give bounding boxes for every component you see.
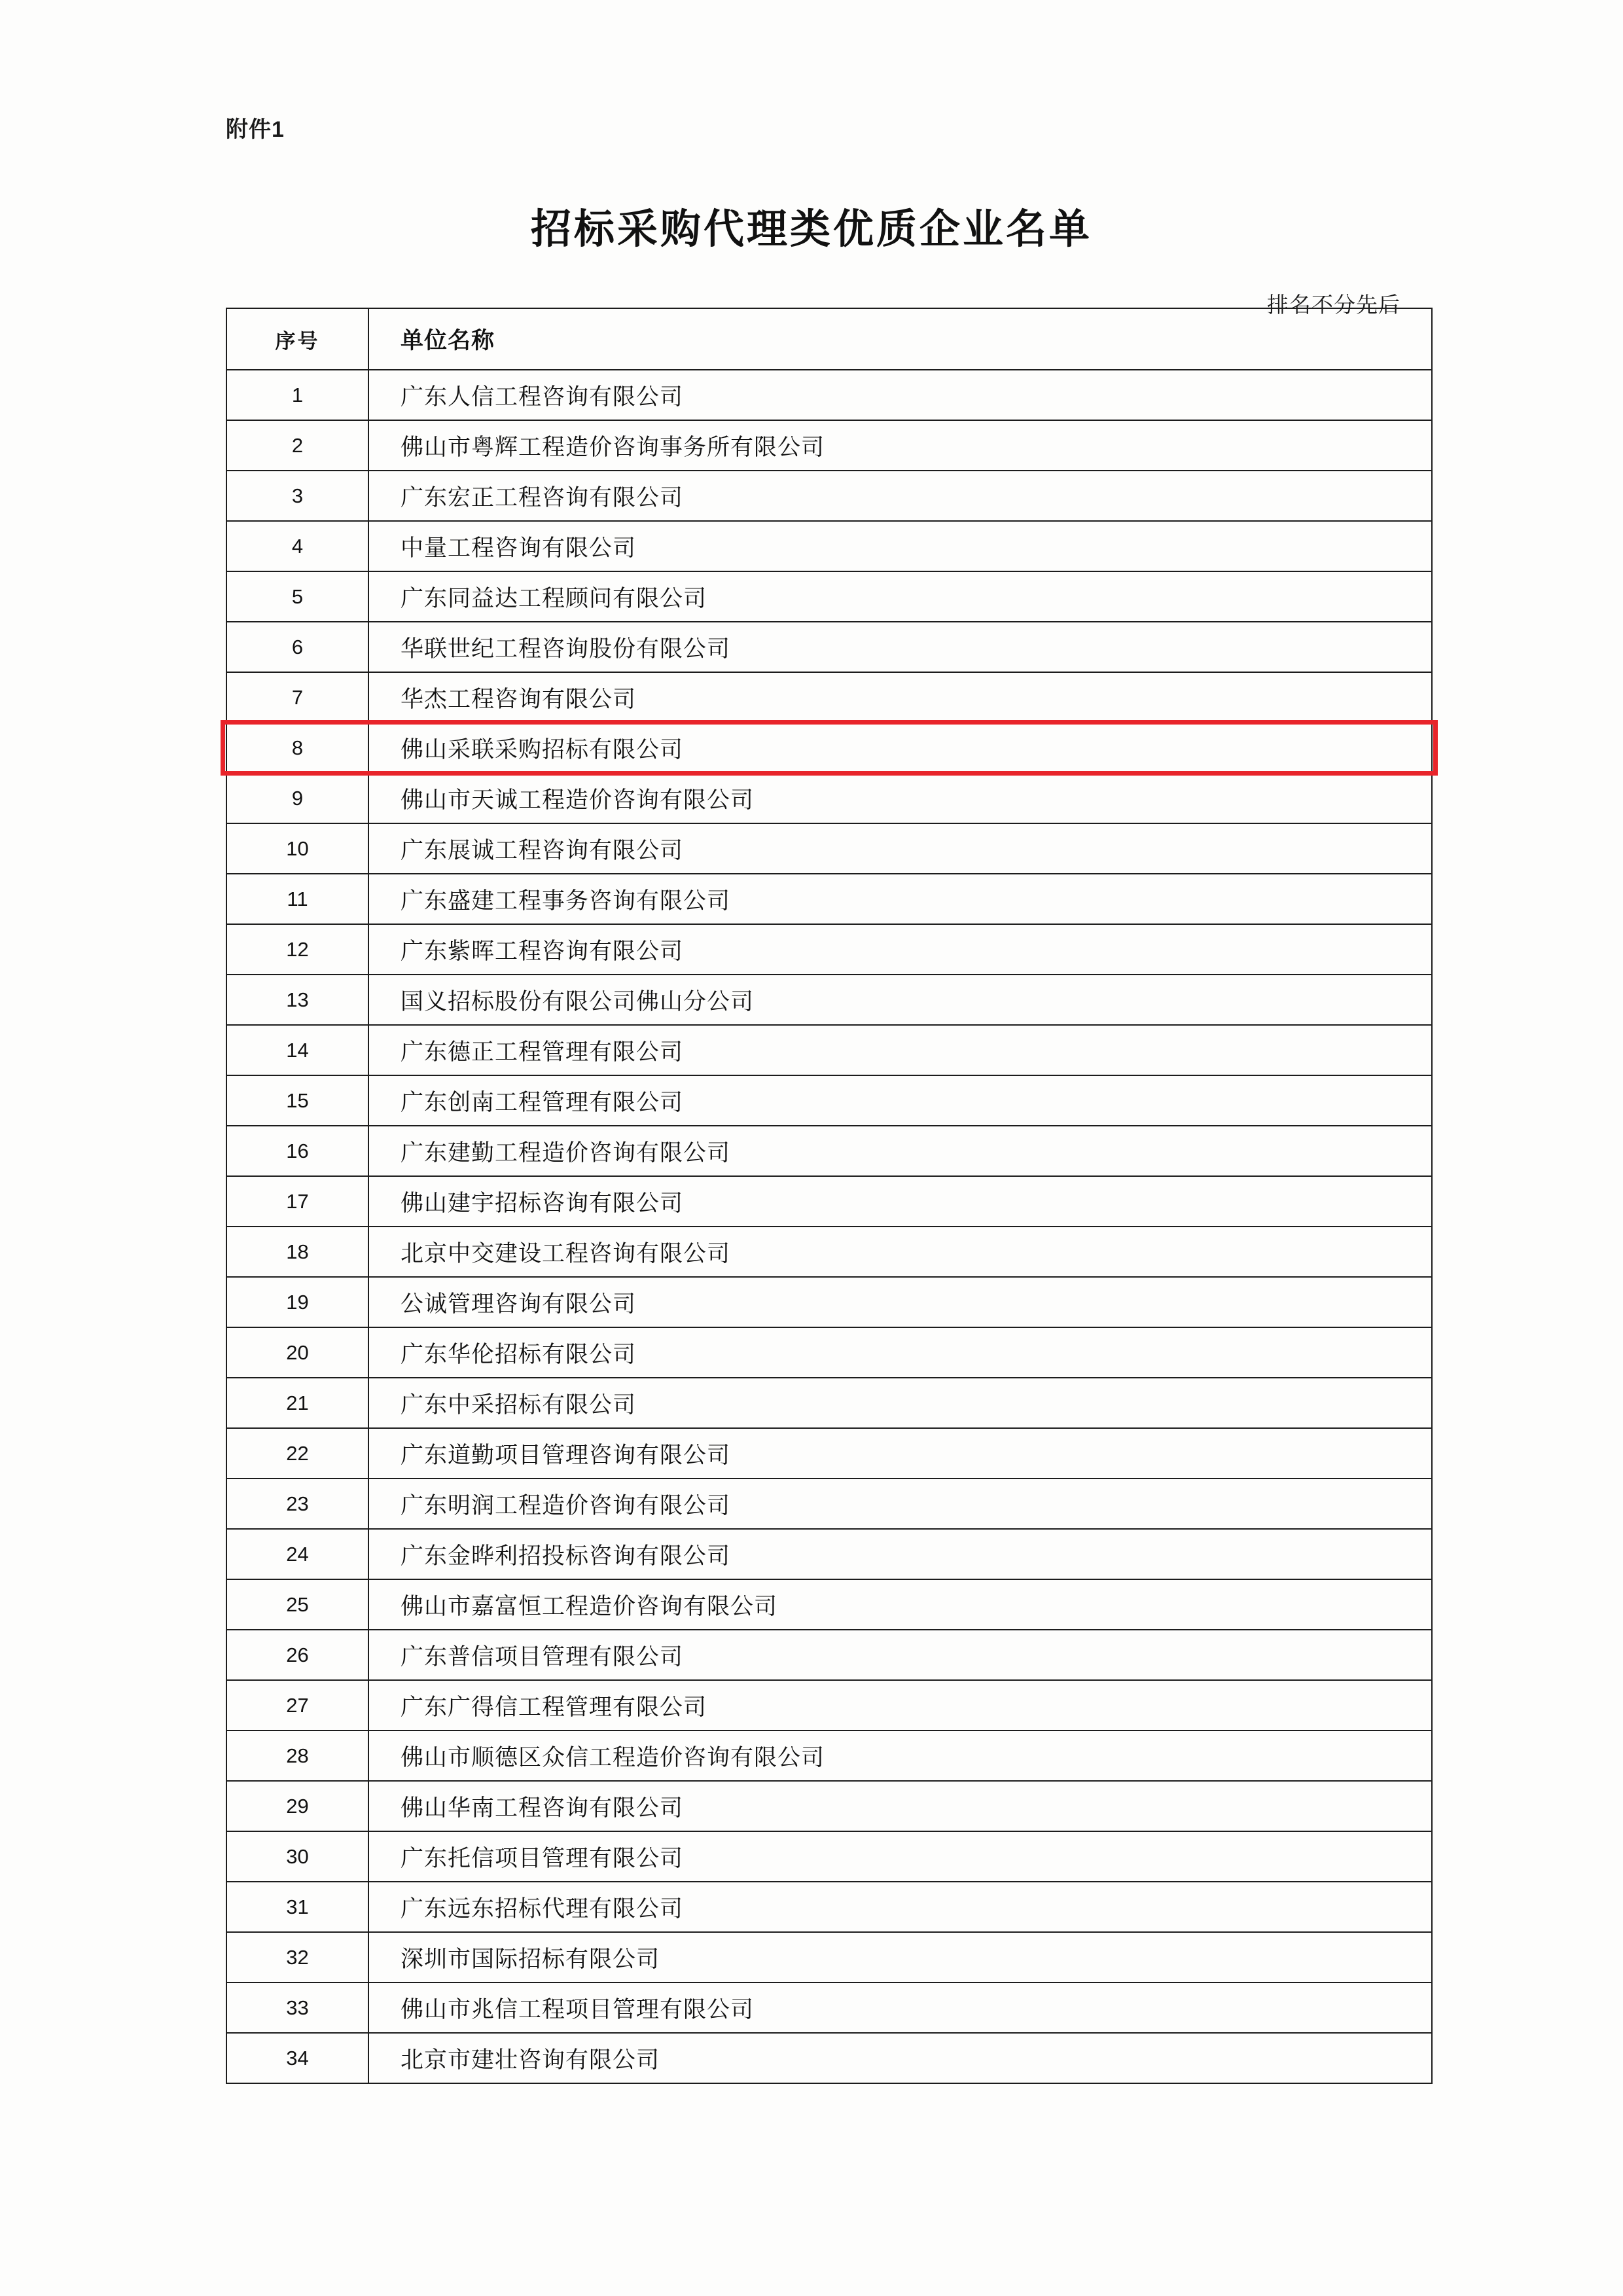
company-name-cell: 广东托信项目管理有限公司 <box>368 1831 1432 1882</box>
table-row <box>226 471 1432 521</box>
company-list-table-wrapper <box>226 308 1397 2084</box>
row-index-cell: 18 <box>226 1227 368 1277</box>
company-name-cell: 北京市建壮咨询有限公司 <box>368 2033 1432 2083</box>
row-index-cell: 11 <box>226 874 368 924</box>
table-row <box>226 1932 1432 1982</box>
company-name-cell: 佛山华南工程咨询有限公司 <box>368 1781 1432 1831</box>
row-index-cell: 31 <box>226 1882 368 1932</box>
row-index-cell: 32 <box>226 1932 368 1982</box>
table-row <box>226 1630 1432 1680</box>
row-index-cell: 33 <box>226 1982 368 2033</box>
row-index-cell: 1 <box>226 370 368 420</box>
table-row <box>226 1882 1432 1932</box>
row-index-cell: 16 <box>226 1126 368 1176</box>
company-name-cell: 佛山市兆信工程项目管理有限公司 <box>368 1982 1432 2033</box>
table-row <box>226 823 1432 874</box>
company-name-cell: 广东华伦招标有限公司 <box>368 1327 1432 1378</box>
table-row <box>226 672 1432 723</box>
company-name-cell: 广东德正工程管理有限公司 <box>368 1025 1432 1075</box>
company-list-table <box>226 308 1433 2084</box>
company-name-cell: 广东创南工程管理有限公司 <box>368 1075 1432 1126</box>
table-row <box>226 521 1432 571</box>
company-name-cell: 广东人信工程咨询有限公司 <box>368 370 1432 420</box>
table-row <box>226 1075 1432 1126</box>
company-name-cell: 广东宏正工程咨询有限公司 <box>368 471 1432 521</box>
row-index-cell: 7 <box>226 672 368 723</box>
company-name-cell: 广东同益达工程顾问有限公司 <box>368 571 1432 622</box>
row-index-cell: 4 <box>226 521 368 571</box>
company-name-cell: 广东明润工程造价咨询有限公司 <box>368 1479 1432 1529</box>
table-row <box>226 1831 1432 1882</box>
company-name-cell: 广东广得信工程管理有限公司 <box>368 1680 1432 1731</box>
table-row <box>226 1227 1432 1277</box>
table-row <box>226 975 1432 1025</box>
table-row <box>226 1176 1432 1227</box>
company-name-cell: 佛山建宇招标咨询有限公司 <box>368 1176 1432 1227</box>
row-index-cell: 15 <box>226 1075 368 1126</box>
row-index-cell: 13 <box>226 975 368 1025</box>
row-index-cell: 19 <box>226 1277 368 1327</box>
row-index-cell: 26 <box>226 1630 368 1680</box>
company-name-cell: 深圳市国际招标有限公司 <box>368 1932 1432 1982</box>
table-row <box>226 1680 1432 1731</box>
row-index-cell: 5 <box>226 571 368 622</box>
column-header-no: 序号 <box>226 308 368 370</box>
table-row <box>226 2033 1432 2083</box>
table-row <box>226 1982 1432 2033</box>
row-index-cell: 22 <box>226 1428 368 1479</box>
table-row <box>226 1126 1432 1176</box>
company-name-cell: 华联世纪工程咨询股份有限公司 <box>368 622 1432 672</box>
table-row <box>226 1529 1432 1579</box>
table-row <box>226 1731 1432 1781</box>
table-row-highlighted <box>226 723 1432 773</box>
company-name-cell: 广东盛建工程事务咨询有限公司 <box>368 874 1432 924</box>
column-header-name: 单位名称 <box>368 308 1432 370</box>
row-index-cell: 9 <box>226 773 368 823</box>
row-index-cell: 3 <box>226 471 368 521</box>
table-header-row <box>226 308 1432 370</box>
company-name-cell: 国义招标股份有限公司佛山分公司 <box>368 975 1432 1025</box>
company-name-cell: 佛山采联采购招标有限公司 <box>368 723 1432 773</box>
company-name-cell: 佛山市顺德区众信工程造价咨询有限公司 <box>368 1731 1432 1781</box>
table-row <box>226 370 1432 420</box>
row-index-cell: 24 <box>226 1529 368 1579</box>
row-index-cell: 10 <box>226 823 368 874</box>
rank-note: 排名不分先后 <box>1267 293 1400 317</box>
table-row <box>226 571 1432 622</box>
row-index-cell: 21 <box>226 1378 368 1428</box>
row-index-cell: 6 <box>226 622 368 672</box>
company-name-cell: 广东展诚工程咨询有限公司 <box>368 823 1432 874</box>
table-row <box>226 420 1432 471</box>
table-row <box>226 924 1432 975</box>
table-row <box>226 1025 1432 1075</box>
table-row <box>226 1277 1432 1327</box>
company-name-cell: 广东远东招标代理有限公司 <box>368 1882 1432 1932</box>
company-name-cell: 广东中采招标有限公司 <box>368 1378 1432 1428</box>
company-name-cell: 佛山市粤辉工程造价咨询事务所有限公司 <box>368 420 1432 471</box>
row-index-cell: 25 <box>226 1579 368 1630</box>
table-row <box>226 1428 1432 1479</box>
company-name-cell: 华杰工程咨询有限公司 <box>368 672 1432 723</box>
company-name-cell: 广东建勤工程造价咨询有限公司 <box>368 1126 1432 1176</box>
table-row <box>226 773 1432 823</box>
row-index-cell: 23 <box>226 1479 368 1529</box>
table-row <box>226 1327 1432 1378</box>
company-name-cell: 公诚管理咨询有限公司 <box>368 1277 1432 1327</box>
row-index-cell: 12 <box>226 924 368 975</box>
row-index-cell: 20 <box>226 1327 368 1378</box>
row-index-cell: 28 <box>226 1731 368 1781</box>
row-index-cell: 29 <box>226 1781 368 1831</box>
row-index-cell: 17 <box>226 1176 368 1227</box>
table-row <box>226 1781 1432 1831</box>
table-row <box>226 1378 1432 1428</box>
company-name-cell: 北京中交建设工程咨询有限公司 <box>368 1227 1432 1277</box>
table-row <box>226 1579 1432 1630</box>
company-name-cell: 中量工程咨询有限公司 <box>368 521 1432 571</box>
company-name-cell: 佛山市天诚工程造价咨询有限公司 <box>368 773 1432 823</box>
table-row <box>226 874 1432 924</box>
row-index-cell: 27 <box>226 1680 368 1731</box>
company-name-cell: 佛山市嘉富恒工程造价咨询有限公司 <box>368 1579 1432 1630</box>
company-name-cell: 广东金晔利招投标咨询有限公司 <box>368 1529 1432 1579</box>
table-row <box>226 622 1432 672</box>
table-row <box>226 1479 1432 1529</box>
row-index-cell: 30 <box>226 1831 368 1882</box>
row-index-cell: 2 <box>226 420 368 471</box>
page-title: 招标采购代理类优质企业名单 <box>530 207 1092 252</box>
row-index-cell: 34 <box>226 2033 368 2083</box>
row-index-cell: 8 <box>226 723 368 773</box>
company-name-cell: 广东紫晖工程咨询有限公司 <box>368 924 1432 975</box>
company-name-cell: 广东道勤项目管理咨询有限公司 <box>368 1428 1432 1479</box>
row-index-cell: 14 <box>226 1025 368 1075</box>
table-body <box>226 370 1432 2083</box>
attachment-label: 附件1 <box>226 117 285 142</box>
company-name-cell: 广东普信项目管理有限公司 <box>368 1630 1432 1680</box>
